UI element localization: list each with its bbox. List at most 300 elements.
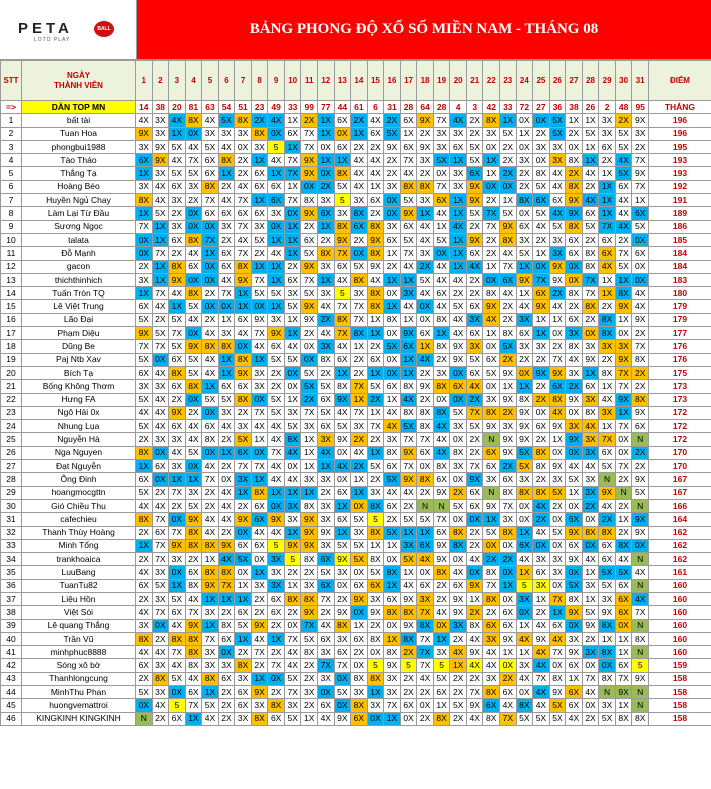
day-cell: 1X: [367, 366, 384, 379]
day-cell: 3X: [334, 566, 351, 579]
row-stt: 46: [1, 712, 22, 725]
day-cell: 8X: [483, 712, 500, 725]
day-cell: 6X: [566, 699, 583, 712]
day-cell: 2X: [549, 287, 566, 300]
day-cell: 3X: [483, 393, 500, 406]
day-cell: 1X: [566, 672, 583, 685]
day-cell: 6X: [450, 380, 467, 393]
day-cell: 1X: [367, 406, 384, 419]
day-cell: 0X: [218, 473, 235, 486]
day-cell: 5X: [384, 526, 401, 539]
day-cell: 6X: [235, 539, 252, 552]
day-cell: 9X: [483, 499, 500, 512]
day-cell: 4X: [417, 672, 434, 685]
day-cell: 0X: [284, 619, 301, 632]
day-cell: 1X: [450, 247, 467, 260]
day-cell: 1X: [152, 233, 169, 246]
day-cell: 5X: [301, 247, 318, 260]
day-cell: 0X: [549, 446, 566, 459]
day-cell: 4X: [433, 300, 450, 313]
day-cell: 5X: [136, 686, 153, 699]
day-cell: 0X: [417, 300, 434, 313]
top-value-cell: 42: [483, 101, 500, 114]
day-cell: 5X: [549, 114, 566, 127]
top-value-cell: 61: [351, 101, 368, 114]
member-score: 172: [648, 433, 711, 446]
table-row: [1, 114, 711, 127]
day-cell: 2X: [235, 406, 252, 419]
day-cell: 5X: [599, 566, 616, 579]
day-cell: 0X: [516, 114, 533, 127]
day-cell: 5X: [235, 433, 252, 446]
day-cell: 6X: [632, 207, 649, 220]
day-cell: 5: [632, 659, 649, 672]
day-cell: 5X: [450, 499, 467, 512]
day-cell: 7X: [483, 579, 500, 592]
day-cell: 7X: [301, 127, 318, 140]
day-cell: 4X: [318, 619, 335, 632]
day-cell: 6X: [351, 579, 368, 592]
day-cell: 6X: [218, 632, 235, 645]
day-cell: 2X: [318, 366, 335, 379]
row-stt: 31: [1, 513, 22, 526]
day-cell: 2X: [218, 712, 235, 725]
table-row: [1, 380, 711, 393]
day-cell: 8X: [367, 553, 384, 566]
day-cell: 7X: [235, 220, 252, 233]
member-score: 173: [648, 393, 711, 406]
day-cell: 3X: [351, 194, 368, 207]
day-header: 5: [202, 61, 219, 101]
day-cell: 8X: [235, 353, 252, 366]
day-cell: 3X: [367, 486, 384, 499]
day-cell: 1X: [549, 313, 566, 326]
row-stt: 28: [1, 473, 22, 486]
day-cell: 5X: [284, 420, 301, 433]
day-cell: 2X: [582, 233, 599, 246]
day-cell: 5: [367, 513, 384, 526]
day-cell: 7X: [466, 406, 483, 419]
day-cell: 3X: [433, 366, 450, 379]
day-cell: 1X: [367, 180, 384, 193]
day-cell: 8X: [566, 592, 583, 605]
day-cell: 8X: [235, 260, 252, 273]
day-cell: 4X: [466, 380, 483, 393]
day-cell: 6X: [615, 606, 632, 619]
day-cell: 6X: [218, 260, 235, 273]
day-cell: 0X: [218, 300, 235, 313]
day-cell: 0X: [483, 340, 500, 353]
day-cell: 4X: [615, 553, 632, 566]
table-row: [1, 167, 711, 180]
day-cell: 3X: [284, 499, 301, 512]
day-cell: 1X: [202, 380, 219, 393]
day-cell: 1X: [268, 632, 285, 645]
day-cell: 5: [268, 539, 285, 552]
day-cell: 3X: [599, 340, 616, 353]
day-cell: 8X: [615, 287, 632, 300]
day-cell: 0X: [417, 566, 434, 579]
day-cell: 4X: [417, 553, 434, 566]
day-cell: 6X: [433, 194, 450, 207]
day-cell: 5X: [632, 220, 649, 233]
day-cell: 1X: [235, 287, 252, 300]
day-cell: 0X: [185, 273, 202, 286]
day-cell: 6X: [466, 327, 483, 340]
member-name: huongvemattroi: [22, 699, 136, 712]
day-cell: 3X: [218, 127, 235, 140]
day-cell: 8X: [251, 486, 268, 499]
day-cell: 8X: [516, 486, 533, 499]
day-cell: 2X: [549, 499, 566, 512]
day-cell: 4X: [450, 646, 467, 659]
day-cell: 8X: [483, 406, 500, 419]
day-cell: 2X: [466, 526, 483, 539]
member-name: Paj Ntb Xav: [22, 353, 136, 366]
day-cell: 3X: [152, 433, 169, 446]
day-cell: 0X: [549, 513, 566, 526]
day-cell: 4X: [582, 194, 599, 207]
day-cell: 9X: [301, 313, 318, 326]
day-cell: 2X: [632, 366, 649, 379]
day-cell: 0X: [549, 579, 566, 592]
day-cell: 6X: [268, 180, 285, 193]
day-cell: 9X: [566, 526, 583, 539]
day-cell: 7X: [251, 273, 268, 286]
logo-text: PETA: [18, 20, 73, 37]
day-cell: 1X: [351, 127, 368, 140]
day-cell: 3X: [466, 340, 483, 353]
day-cell: 2X: [417, 486, 434, 499]
day-cell: 2X: [400, 672, 417, 685]
day-cell: 3X: [582, 486, 599, 499]
day-cell: 0X: [533, 406, 550, 419]
day-cell: 5X: [185, 366, 202, 379]
member-name: Thanh Thùy Hoàng: [22, 526, 136, 539]
day-cell: N: [632, 553, 649, 566]
day-cell: 7X: [400, 247, 417, 260]
day-cell: 6X: [500, 619, 517, 632]
day-cell: 0X: [334, 699, 351, 712]
day-cell: 1X: [284, 114, 301, 127]
day-cell: 3X: [351, 287, 368, 300]
day-cell: 9X: [301, 513, 318, 526]
day-cell: 9X: [169, 273, 186, 286]
day-cell: 2X: [615, 473, 632, 486]
day-cell: 5X: [533, 712, 550, 725]
day-cell: 1X: [136, 460, 153, 473]
day-cell: 5X: [516, 446, 533, 459]
day-cell: 8X: [500, 486, 517, 499]
day-cell: N: [632, 699, 649, 712]
day-cell: 8X: [516, 393, 533, 406]
day-cell: 5X: [615, 127, 632, 140]
day-cell: 9X: [334, 233, 351, 246]
day-cell: 7X: [500, 712, 517, 725]
day-cell: 3X: [251, 699, 268, 712]
day-cell: 4X: [169, 619, 186, 632]
day-cell: 4X: [433, 420, 450, 433]
day-cell: 7X: [218, 287, 235, 300]
day-cell: 4X: [367, 154, 384, 167]
day-cell: 2X: [533, 127, 550, 140]
day-cell: 4X: [218, 553, 235, 566]
day-cell: 7X: [334, 300, 351, 313]
day-cell: 9X: [301, 154, 318, 167]
day-cell: 5X: [152, 207, 169, 220]
day-cell: 4X: [284, 646, 301, 659]
day-cell: 1X: [450, 260, 467, 273]
day-cell: 2X: [351, 366, 368, 379]
day-cell: 6X: [417, 579, 434, 592]
day-cell: 0X: [500, 659, 517, 672]
day-cell: 2X: [367, 393, 384, 406]
day-cell: 8X: [185, 114, 202, 127]
day-cell: 8X: [417, 619, 434, 632]
day-cell: 8X: [218, 340, 235, 353]
day-cell: 1X: [533, 327, 550, 340]
day-cell: 3X: [450, 619, 467, 632]
day-cell: 2X: [400, 646, 417, 659]
day-cell: 8X: [433, 380, 450, 393]
day-cell: 4X: [268, 420, 285, 433]
day-cell: 8X: [169, 260, 186, 273]
day-cell: 3X: [169, 460, 186, 473]
top-value-cell: 26: [582, 101, 599, 114]
day-cell: 1X: [400, 313, 417, 326]
member-name: Bống Không Thơm: [22, 380, 136, 393]
day-cell: 3X: [582, 340, 599, 353]
day-cell: 3X: [417, 154, 434, 167]
day-cell: 1X: [599, 380, 616, 393]
day-cell: 8X: [384, 566, 401, 579]
row-stt: 38: [1, 606, 22, 619]
day-cell: 0X: [384, 353, 401, 366]
day-cell: 2X: [218, 699, 235, 712]
day-cell: 1X: [334, 526, 351, 539]
table-row: [1, 353, 711, 366]
day-cell: 1X: [318, 114, 335, 127]
day-cell: 4X: [549, 207, 566, 220]
day-cell: 0X: [185, 460, 202, 473]
day-cell: 2X: [136, 526, 153, 539]
day-cell: 3X: [169, 194, 186, 207]
day-cell: 3X: [318, 499, 335, 512]
day-cell: 8X: [185, 526, 202, 539]
day-cell: 6X: [202, 207, 219, 220]
day-cell: 5X: [500, 207, 517, 220]
day-cell: 8X: [367, 632, 384, 645]
row-stt: 13: [1, 273, 22, 286]
day-cell: 1X: [202, 592, 219, 605]
day-cell: 1X: [549, 606, 566, 619]
top-value-cell: 20: [169, 101, 186, 114]
day-cell: 2X: [566, 380, 583, 393]
day-cell: 5X: [284, 300, 301, 313]
day-cell: 0X: [384, 287, 401, 300]
day-cell: 9X: [549, 686, 566, 699]
day-cell: 9X: [284, 539, 301, 552]
day-header: 31: [632, 61, 649, 101]
day-cell: 8X: [384, 606, 401, 619]
day-cell: 9X: [433, 553, 450, 566]
day-cell: 4X: [466, 632, 483, 645]
day-cell: 5X: [400, 513, 417, 526]
day-cell: 7X: [351, 380, 368, 393]
day-cell: 7X: [185, 699, 202, 712]
day-cell: 8X: [185, 659, 202, 672]
day-cell: 7X: [615, 366, 632, 379]
day-cell: 4X: [516, 672, 533, 685]
day-cell: 5X: [466, 420, 483, 433]
day-cell: 3X: [169, 433, 186, 446]
member-score: 172: [648, 406, 711, 419]
day-cell: 1X: [284, 526, 301, 539]
day-cell: 2X: [384, 513, 401, 526]
day-cell: 2X: [516, 180, 533, 193]
day-cell: 3X: [367, 592, 384, 605]
day-cell: 4X: [400, 579, 417, 592]
day-cell: 4X: [533, 526, 550, 539]
day-cell: 2X: [450, 632, 467, 645]
day-cell: N: [417, 499, 434, 512]
day-cell: 3X: [202, 659, 219, 672]
day-cell: 1X: [384, 393, 401, 406]
day-cell: 5X: [566, 579, 583, 592]
day-cell: 2X: [466, 672, 483, 685]
day-cell: 5X: [516, 247, 533, 260]
day-cell: 0X: [202, 273, 219, 286]
day-cell: 8X: [185, 287, 202, 300]
member-score: 160: [648, 579, 711, 592]
day-cell: 2X: [483, 233, 500, 246]
day-cell: 2X: [466, 446, 483, 459]
day-cell: 2X: [169, 499, 186, 512]
day-cell: 2X: [384, 114, 401, 127]
day-cell: 4X: [218, 194, 235, 207]
day-cell: 0X: [351, 659, 368, 672]
day-cell: 5X: [136, 420, 153, 433]
day-cell: 4X: [202, 114, 219, 127]
day-cell: 8X: [582, 247, 599, 260]
day-cell: 6X: [549, 619, 566, 632]
day-header: 11: [301, 61, 318, 101]
day-cell: 4X: [466, 260, 483, 273]
day-cell: 9X: [384, 140, 401, 153]
day-cell: 9X: [466, 699, 483, 712]
day-cell: 0X: [334, 127, 351, 140]
day-cell: 5X: [367, 380, 384, 393]
day-cell: 1X: [251, 566, 268, 579]
day-cell: 5X: [235, 619, 252, 632]
day-cell: 6X: [367, 127, 384, 140]
day-header: 24: [516, 61, 533, 101]
row-stt: 21: [1, 380, 22, 393]
day-cell: 3X: [235, 420, 252, 433]
day-header: 19: [433, 61, 450, 101]
day-cell: 8X: [334, 167, 351, 180]
day-cell: 0X: [450, 553, 467, 566]
day-cell: 6X: [516, 539, 533, 552]
page-title: BẢNG PHONG ĐỘ XỔ SỐ MIỀN NAM - THÁNG 08: [137, 0, 711, 60]
table-row: [1, 127, 711, 140]
day-cell: 6X: [533, 566, 550, 579]
day-cell: 4X: [433, 260, 450, 273]
table-row: [1, 632, 711, 645]
day-cell: 6X: [318, 553, 335, 566]
day-cell: 7X: [152, 539, 169, 552]
day-cell: 5X: [202, 140, 219, 153]
day-cell: 3X: [483, 473, 500, 486]
day-cell: 6X: [632, 420, 649, 433]
day-cell: 9X: [185, 513, 202, 526]
day-cell: 3X: [516, 233, 533, 246]
day-cell: 2X: [235, 167, 252, 180]
day-cell: 1X: [483, 154, 500, 167]
day-cell: 2X: [450, 672, 467, 685]
day-cell: 0X: [384, 194, 401, 207]
day-cell: 1X: [202, 619, 219, 632]
day-cell: 9X: [136, 327, 153, 340]
day-cell: 7X: [417, 659, 434, 672]
day-cell: 7X: [235, 194, 252, 207]
day-cell: 0X: [417, 460, 434, 473]
day-cell: 8X: [202, 433, 219, 446]
row-stt: 43: [1, 672, 22, 685]
day-cell: 2X: [301, 566, 318, 579]
top-value-cell: 81: [185, 101, 202, 114]
day-cell: 4X: [284, 340, 301, 353]
day-cell: 3X: [202, 646, 219, 659]
day-cell: 4X: [516, 300, 533, 313]
day-cell: 9X: [251, 686, 268, 699]
day-cell: 5X: [185, 499, 202, 512]
day-cell: 8X: [615, 539, 632, 552]
day-cell: 4X: [615, 154, 632, 167]
day-cell: 3X: [318, 513, 335, 526]
day-cell: 0X: [284, 207, 301, 220]
day-cell: 7X: [301, 619, 318, 632]
day-header: 12: [318, 61, 335, 101]
table-row: [1, 366, 711, 379]
day-cell: 4X: [268, 526, 285, 539]
day-cell: 9X: [400, 592, 417, 605]
day-cell: 7X: [367, 420, 384, 433]
day-cell: 2X: [351, 460, 368, 473]
day-cell: 4X: [218, 420, 235, 433]
day-cell: 0X: [483, 140, 500, 153]
day-cell: 7X: [334, 247, 351, 260]
day-cell: 3X: [218, 220, 235, 233]
day-cell: 5X: [566, 473, 583, 486]
day-cell: 2X: [367, 207, 384, 220]
table-row: [1, 539, 711, 552]
table-row: [1, 194, 711, 207]
member-name: Hưng FA: [22, 393, 136, 406]
table-row: [1, 207, 711, 220]
day-cell: 5X: [202, 699, 219, 712]
day-cell: 9X: [400, 327, 417, 340]
day-cell: 0X: [351, 566, 368, 579]
member-name: LuuBang: [22, 566, 136, 579]
day-cell: 8X: [301, 592, 318, 605]
day-cell: 5X: [301, 380, 318, 393]
day-cell: 1X: [384, 579, 401, 592]
day-cell: 5X: [533, 207, 550, 220]
day-cell: 0X: [301, 353, 318, 366]
day-cell: 4X: [152, 300, 169, 313]
day-cell: 4X: [185, 247, 202, 260]
